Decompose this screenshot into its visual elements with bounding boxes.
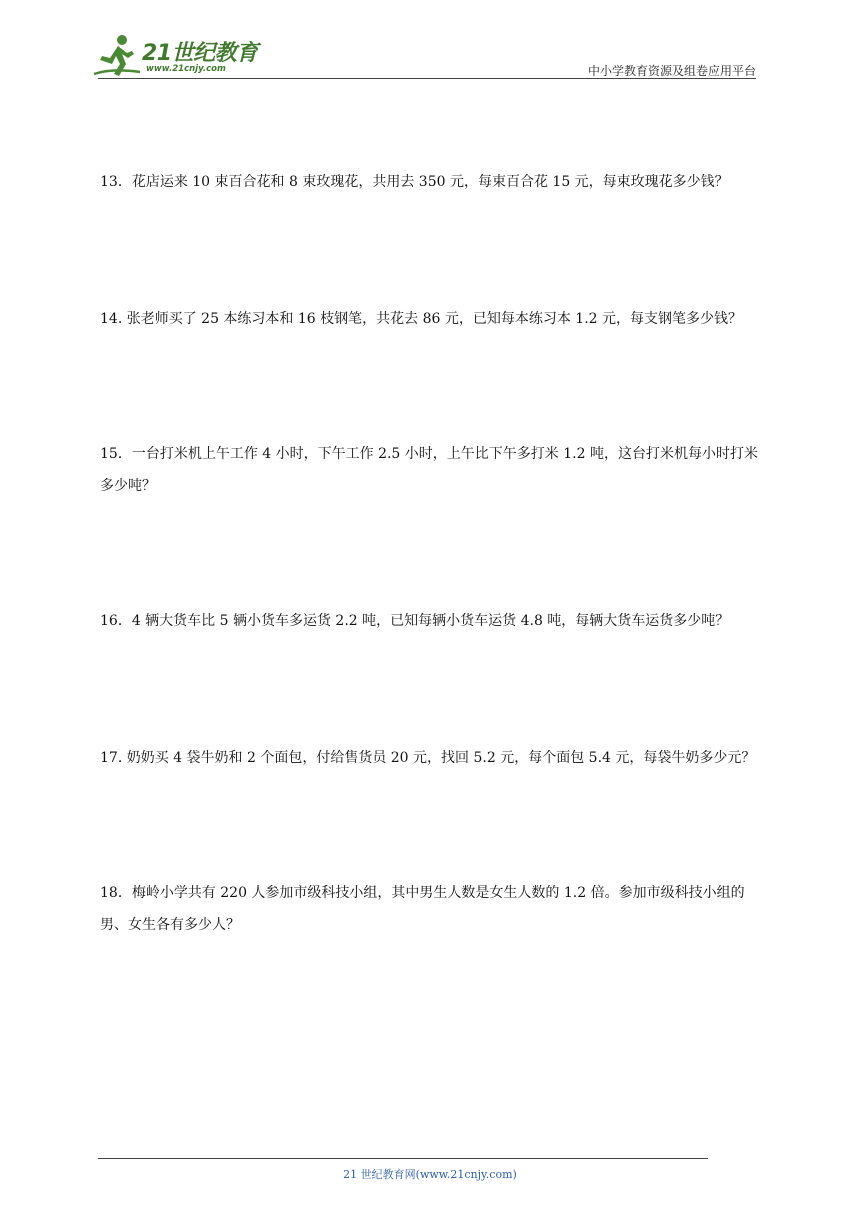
footer-divider: [98, 1158, 708, 1159]
question-14: 14. 张老师买了 25 本练习本和 16 枝钢笔，共花去 86 元，已知每本练习本 1.2 元，每支钢笔多少钱？: [100, 311, 743, 327]
logo-url: www.21cnjy.com: [146, 64, 226, 74]
question-15: 15．一台打米机上午工作 4 小时，下午工作 2.5 小时，上午比下午多打米 1.2 吨，这台打米机每小时打米多少吨？: [100, 446, 758, 494]
footer-text: 21 世纪教育网(www.21cnjy.com): [343, 1168, 517, 1181]
platform-title: 中小学教育资源及组卷应用平台: [587, 64, 756, 78]
page-header: [0, 0, 860, 90]
question-13: 13．花店运来 10 束百合花和 8 束玫瑰花，共用去 350 元，每束百合花 15 元，每束玫瑰花多少钱？: [100, 174, 729, 190]
logo: [92, 34, 262, 80]
question-17: 17. 奶奶买 4 袋牛奶和 2 个面包，付给售货员 20 元，找回 5.2 元，每个面包 5.4 元，每袋牛奶多少元？: [100, 750, 756, 766]
runner-logo-icon: [92, 34, 142, 80]
question-18: 18．梅岭小学共有 220 人参加市级科技小组，其中男生人数是女生人数的 1.2 倍。参加市级科技小组的男、女生各有多少人？: [100, 885, 745, 933]
logo-text: 21世纪教育: [142, 41, 258, 66]
question-16: 16．4 辆大货车比 5 辆小货车多运货 2.2 吨，已知每辆小货车运货 4.8 吨，每辆大货车运货多少吨？: [100, 613, 730, 629]
header-divider: [98, 78, 756, 79]
